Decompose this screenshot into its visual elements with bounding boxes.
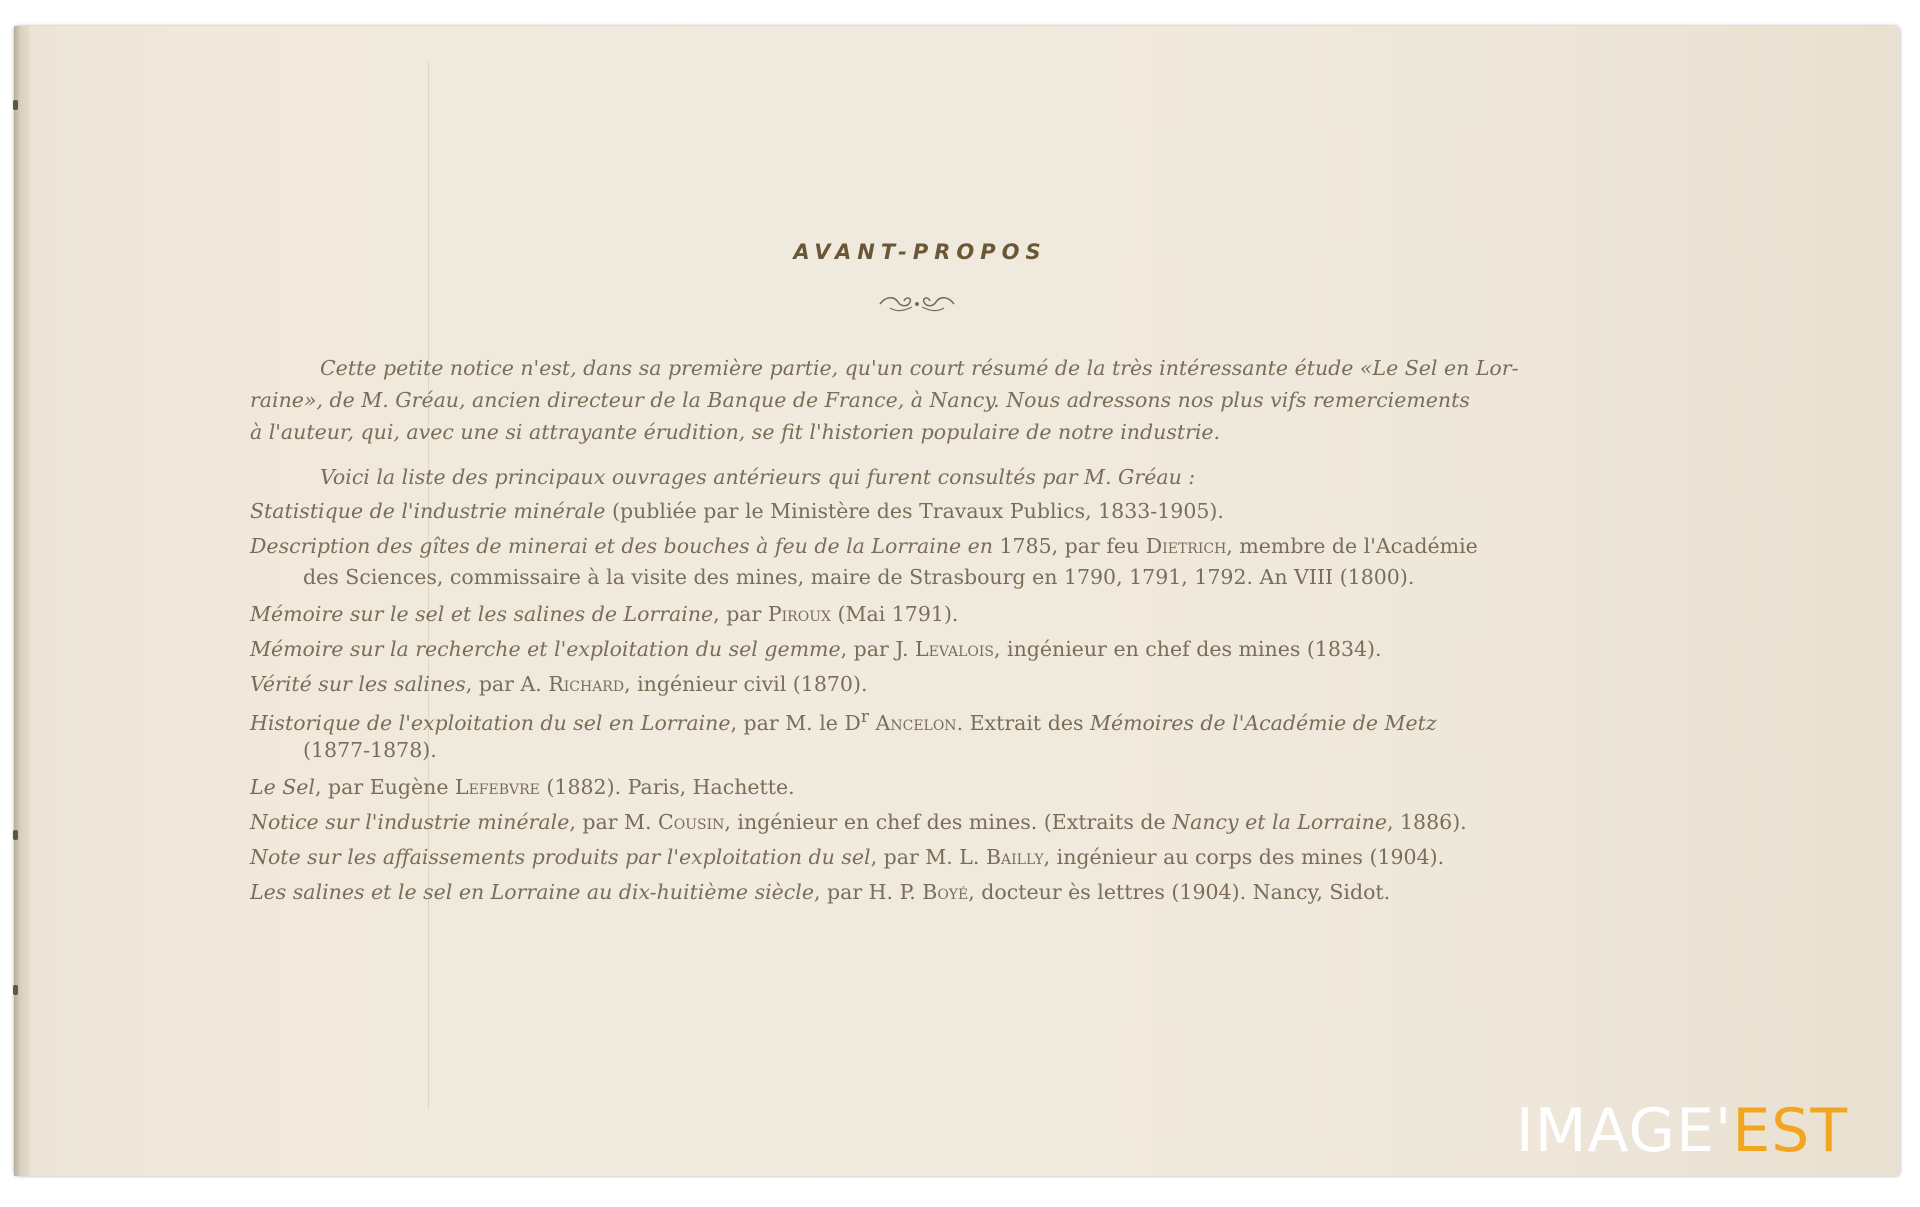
reference-author: Levalois (914, 637, 994, 661)
reference-title: Note sur les affaissements produits par l'exploitation du sel (250, 845, 871, 869)
reference-author: Ancelon (869, 710, 957, 735)
binding-edge (14, 26, 30, 1176)
reference-detail: (Mai 1791). (830, 602, 959, 626)
reference-detail: (publiée par le Ministère des Travaux Publics, 1833-1905). (605, 499, 1224, 523)
reference-title: Les salines et le sel en Lorraine au dix-huitième siècle (250, 880, 814, 904)
reference-detail: , par Eugène (315, 775, 455, 799)
intro-line-1: Cette petite notice n'est, dans sa première partie, qu'un court résumé de la très intéressante étude «Le Sel en Lor- (320, 356, 1519, 380)
reference-item (250, 637, 1382, 661)
ornament-icon (876, 292, 958, 314)
page-title: AVANT-PROPOS (793, 240, 1047, 264)
stitch-mark (13, 985, 18, 995)
reference-item (250, 672, 867, 696)
reference-author: Boyé (922, 880, 969, 904)
reference-detail: , par (713, 602, 768, 626)
reference-detail: , par J. (840, 637, 915, 661)
reference-author: Dietrich (1145, 534, 1227, 558)
reference-item (250, 534, 1478, 558)
reference-detail: , ingénieur au corps des mines (1904). (1043, 845, 1445, 869)
list-intro: Voici la liste des principaux ouvrages antérieurs qui furent consultés par M. Gréau : (320, 465, 1196, 489)
reference-continuation: (1877-1878). (303, 738, 437, 762)
reference-continuation: des Sciences, commissaire à la visite des mines, maire de Strasbourg en 1790, 1791, 1792. An VIII (1800). (303, 565, 1415, 589)
reference-author: Cousin (658, 810, 725, 834)
reference-detail: , docteur ès lettres (1904). Nancy, Sidot. (968, 880, 1391, 904)
intro-line-2: raine», de M. Gréau, ancien directeur de la Banque de France, à Nancy. Nous adressons nos plus vifs remerciements (250, 388, 1470, 412)
reference-detail: 1785, par feu (992, 534, 1146, 558)
reference-item (250, 775, 795, 799)
reference-detail: . Extrait des (956, 710, 1090, 735)
intro-line-3: à l'auteur, qui, avec une si attrayante érudition, se fit l'historien populaire de notre industrie. (250, 420, 1221, 444)
reference-detail: (1882). Paris, Hachette. (539, 775, 795, 799)
reference-title: Mémoire sur la recherche et l'exploitation du sel gemme (250, 637, 841, 661)
watermark-part1: IMAGE (1516, 1096, 1715, 1166)
reference-title: Description des gîtes de minerai et des bouches à feu de la Lorraine en (250, 534, 993, 558)
watermark-logo (1516, 1096, 1848, 1166)
reference-title: Nancy et la Lorraine (1172, 810, 1387, 834)
stitch-mark (13, 830, 18, 840)
reference-title: Mémoire sur le sel et les salines de Lorraine (250, 602, 714, 626)
stitch-mark (13, 100, 18, 110)
reference-detail: , par M. le D (730, 710, 861, 735)
reference-detail: , par M. L. (870, 845, 986, 869)
reference-item (250, 499, 1224, 523)
reference-detail: , ingénieur civil (1870). (624, 672, 868, 696)
reference-detail: , par H. P. (813, 880, 923, 904)
reference-detail: , par A. (465, 672, 549, 696)
reference-item (250, 845, 1444, 869)
reference-detail: , ingénieur en chef des mines. (Extraits de (724, 810, 1173, 834)
reference-title: Le Sel (250, 775, 315, 799)
reference-detail: , par M. (569, 810, 659, 834)
reference-detail: , 1886). (1386, 810, 1467, 834)
reference-item (250, 707, 1437, 735)
reference-title: Historique de l'exploitation du sel en Lorraine (250, 710, 731, 735)
reference-detail: , ingénieur en chef des mines (1834). (993, 637, 1382, 661)
reference-superscript: r (860, 707, 870, 727)
reference-author: Richard (548, 672, 625, 696)
reference-author: Lefebvre (454, 775, 540, 799)
reference-title: Mémoires de l'Académie de Metz (1089, 710, 1437, 735)
reference-author: Bailly (985, 845, 1044, 869)
reference-detail: , membre de l'Académie (1226, 534, 1478, 558)
reference-title: Notice sur l'industrie minérale (250, 810, 570, 834)
booklet-page (14, 26, 1900, 1176)
reference-item (250, 810, 1467, 834)
reference-title: Statistique de l'industrie minérale (250, 499, 606, 523)
watermark-apostrophe: ' (1714, 1096, 1733, 1166)
reference-author: Piroux (767, 602, 831, 626)
reference-title: Vérité sur les salines (250, 672, 466, 696)
reference-item (250, 602, 958, 626)
watermark-part2: EST (1732, 1096, 1849, 1166)
reference-item (250, 880, 1390, 904)
